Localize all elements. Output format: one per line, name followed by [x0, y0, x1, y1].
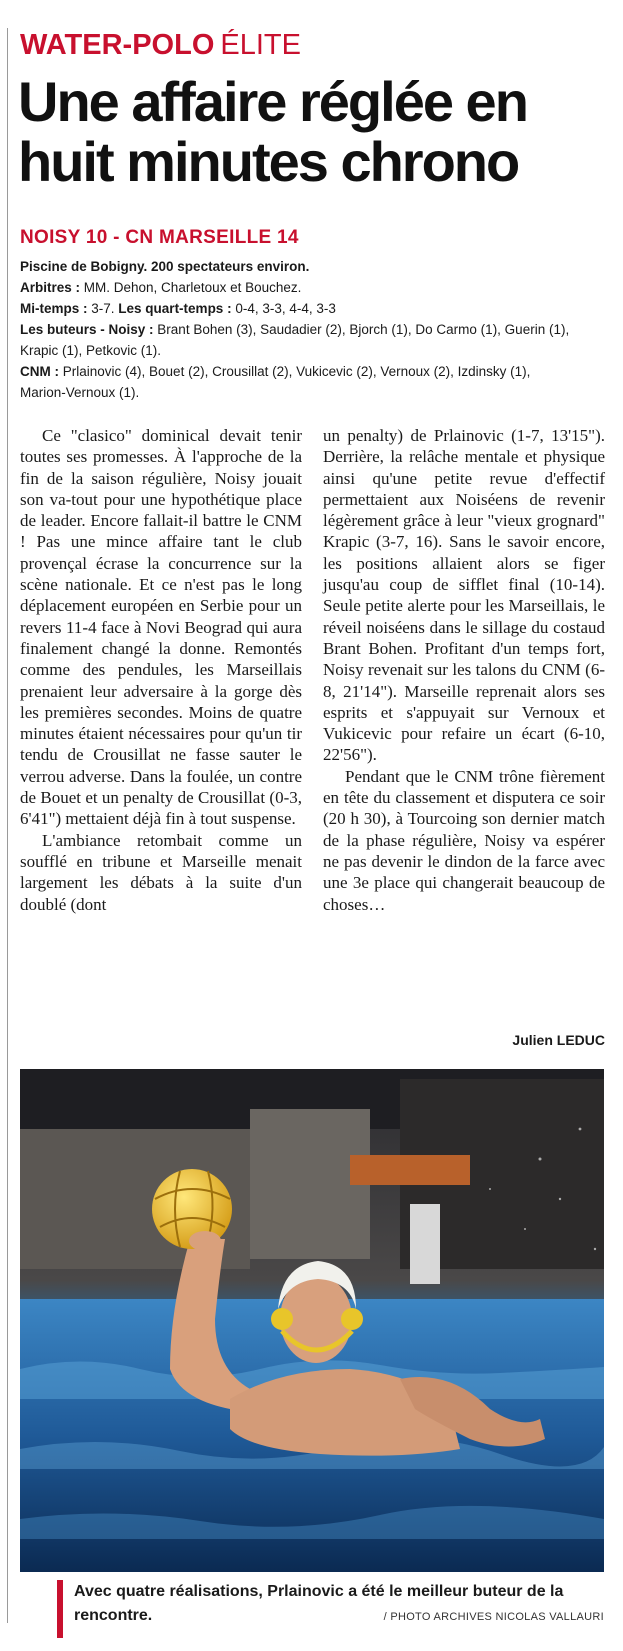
article-paragraph: un penalty) de Prlainovic (1-7, 13'15"). Derrière, la relâche mentale et physique ainsi qu'une petite revue d'effectif permettaient aux Noiséens de revenir légèrement grâce à leur "vieux grognard" Krapic (3-7, 16). Sans le savoir encore, les positions allaient alors se figer jusqu'au coup de sifflet final (10-14). Seule petite alerte pour les Marseillais, le réveil noiséens dans le sillage du costaud Brant Bohen. Profitant d'un temps fort, Noisy revenait sur les talons du CNM (6-8, 21'14"). Marseille reprenait alors ses esprits et s'appuyait sur Vernoux et Vukicevic pour refaire un écart (6-10, 22'56").: [323, 426, 605, 765]
score-line: NOISY 10 - CN MARSEILLE 14: [20, 227, 299, 248]
section-kicker: [20, 28, 301, 62]
info-scorers-noisy: Les buteurs - Noisy : Brant Bohen (3), Saudadier (2), Bjorch (1), Do Carmo (1), Guerin (1),: [20, 322, 570, 337]
info-scorers-cnm-cont: Marion-Vernoux (1).: [20, 385, 140, 400]
photo-caption: Avec quatre réalisations, Prlainovic a été le meilleur buteur de la rencontre.: [74, 1583, 564, 1624]
water-polo-photo: [20, 1069, 604, 1572]
photo-credit: / PHOTO ARCHIVES NICOLAS VALLAURI: [383, 1611, 604, 1623]
sport-label: WATER-POLO: [20, 29, 215, 61]
article-column-2: [323, 425, 605, 915]
info-venue: Piscine de Bobigny. 200 spectateurs environ.: [20, 259, 310, 274]
article-paragraph: Ce "clasico" dominical devait tenir toutes ses promesses. À l'approche de la fin de la saison régulière, Noisy jouait son va-tout pour une hypothétique place de leader. Encore fallait-il battre le CNM ! Pas une mince affaire tant le club provençal écrase la concurrence sur la scène nationale. Et ce n'est pas le long déplacement européen en Serbie pour un revers 11-4 face à Novi Beograd qui aura finalement changé la donne. Remontés comme des pendules, les Marseillais prenaient leur adversaire à la gorge dès les premières secondes. Moins de quatre minutes étaient nécessaires pour qu'un tir tendu de Crousillat ne fasse sauter le verrou adverse. Dans la foulée, un contre de Bouet et un penalty de Crousillat (0-3, 6'41") mettaient déjà fin à tout suspense.: [20, 426, 302, 829]
article-paragraph: Pendant que le CNM trône fièrement en tête du classement et disputera ce soir (20 h 30), à Tourcoing son dernier match de la phase régulière, Noisy va espérer ne pas devenir le dindon de la farce avec une 3e place qui changerait beaucoup de choses…: [323, 766, 605, 914]
caption-accent-bar: [57, 1580, 63, 1638]
match-info: [20, 256, 605, 403]
article-paragraph: L'ambiance retombait comme un soufflé en tribune et Marseille menait largement les débats à la suite d'un doublé (dont: [20, 830, 302, 914]
article-column-1: [20, 425, 302, 915]
player-illustration: [20, 1069, 604, 1572]
headline: Une affaire réglée en huit minutes chrono: [18, 70, 527, 193]
info-referees: Arbitres : MM. Dehon, Charletoux et Bouchez.: [20, 280, 302, 295]
author-signature: Julien LEDUC: [512, 1032, 605, 1048]
info-scorers-noisy-cont: Krapic (1), Petkovic (1).: [20, 343, 162, 358]
info-scorers-cnm: CNM : Prlainovic (4), Bouet (2), Crousillat (2), Vukicevic (2), Vernoux (2), Izdinsky (1),: [20, 364, 531, 379]
level-label: ÉLITE: [220, 29, 301, 61]
info-halftime: Mi-temps : 3-7. Les quart-temps : 0-4, 3-3, 4-4, 3-3: [20, 301, 336, 316]
column-rule: [7, 28, 8, 1623]
